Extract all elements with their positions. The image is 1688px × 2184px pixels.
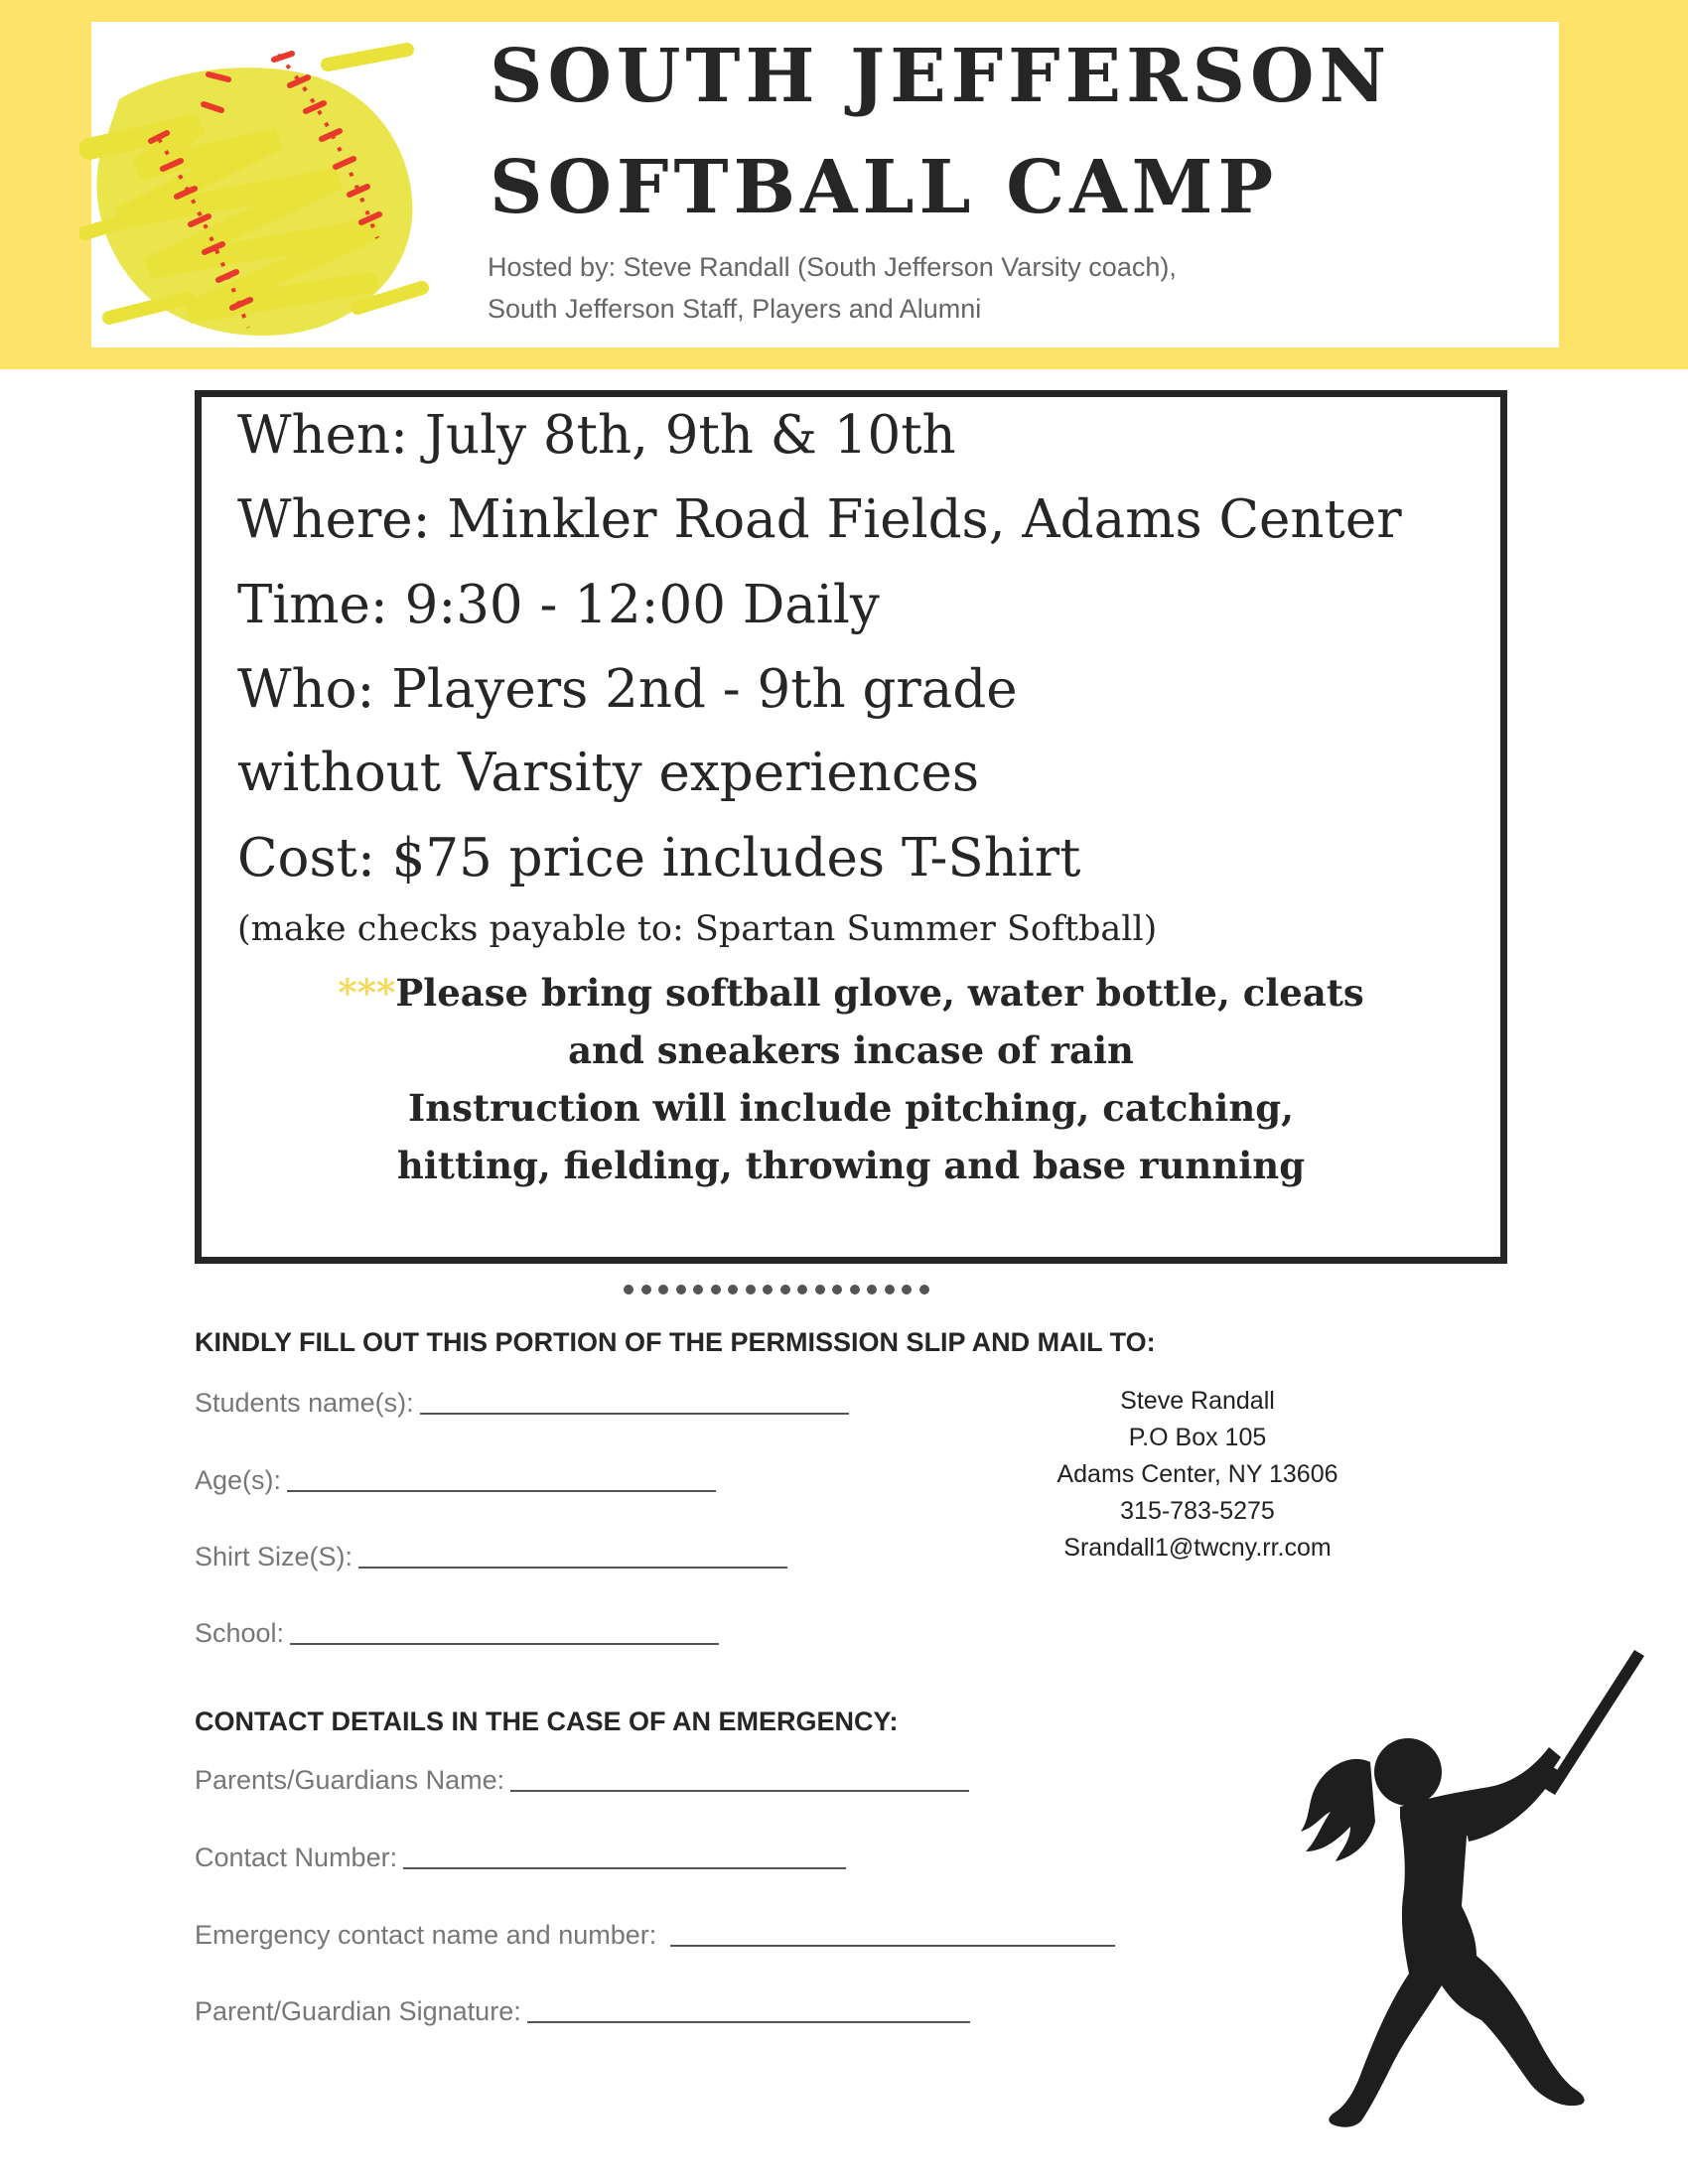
students-name-field[interactable] [195, 1390, 849, 1417]
permission-slip-heading: KINDLY FILL OUT THIS PORTION OF THE PERMISSION SLIP AND MAIL TO: [195, 1327, 1156, 1357]
bring-line1 [202, 971, 1500, 1015]
shirt-size-line[interactable] [358, 1566, 787, 1569]
shirt-size-label: Shirt Size(S): [195, 1542, 353, 1571]
hosted-by-line2: South Jefferson Staff, Players and Alumni [488, 294, 982, 324]
mail-phone: 315-783-5275 [1120, 1497, 1275, 1525]
divider-dot [693, 1285, 703, 1295]
contact-number-line[interactable] [403, 1866, 846, 1869]
mail-to-address [1009, 1383, 1386, 1567]
divider-dot [885, 1285, 895, 1295]
instruction-line1: Instruction will include pitching, catching, [407, 1086, 1295, 1130]
signature-label: Parent/Guardian Signature: [195, 1996, 521, 2026]
school-label: School: [195, 1618, 285, 1648]
where-text: Where: Minkler Road Fields, Adams Center [237, 489, 1402, 550]
divider-dot [815, 1285, 825, 1295]
contact-number-field[interactable] [195, 1844, 846, 1871]
time-text: Time: 9:30 - 12:00 Daily [237, 575, 880, 635]
divider-dot [832, 1285, 842, 1295]
divider-dot [780, 1285, 790, 1295]
camp-info-box [195, 390, 1507, 1264]
age-label: Age(s): [195, 1465, 282, 1495]
emergency-contact-heading: CONTACT DETAILS IN THE CASE OF AN EMERGENCY: [195, 1706, 899, 1736]
mail-city: Adams Center, NY 13606 [1056, 1460, 1338, 1488]
when-text: When: July 8th, 9th & 10th [237, 405, 956, 466]
dotted-divider [624, 1285, 929, 1295]
softball-batter-silhouette-icon [1291, 1648, 1648, 2164]
parents-name-line[interactable] [510, 1789, 969, 1792]
page-title-line1: SOUTH JEFFERSON [490, 34, 1392, 119]
bring-line1-text: Please bring softball glove, water bottle, cleats [395, 971, 1364, 1015]
stars-mark: *** [338, 971, 396, 1015]
students-name-label: Students name(s): [195, 1388, 414, 1418]
age-line[interactable] [287, 1489, 716, 1492]
divider-dot [624, 1285, 633, 1295]
parents-name-label: Parents/Guardians Name: [195, 1765, 505, 1795]
bring-line2: and sneakers incase of rain [568, 1028, 1134, 1072]
page-title-line2: SOFTBALL CAMP [490, 145, 1279, 230]
students-name-line[interactable] [420, 1412, 849, 1415]
signature-line[interactable] [527, 2020, 970, 2023]
divider-dot [797, 1285, 807, 1295]
who-continued-text: without Varsity experiences [237, 743, 980, 803]
checks-payable-text: (make checks payable to: Spartan Summer Softball) [237, 909, 1158, 949]
divider-dot [658, 1285, 668, 1295]
divider-dot [746, 1285, 756, 1295]
divider-dot [763, 1285, 773, 1295]
school-line[interactable] [290, 1642, 719, 1645]
mail-email: Srandall1@twcny.rr.com [1063, 1534, 1332, 1562]
shirt-size-field[interactable] [195, 1544, 787, 1570]
mail-name: Steve Randall [1120, 1387, 1275, 1415]
divider-dot [867, 1285, 877, 1295]
emergency-contact-label: Emergency contact name and number: [195, 1920, 657, 1950]
divider-dot [641, 1285, 651, 1295]
divider-dot [902, 1285, 912, 1295]
hosted-by-line1: Hosted by: Steve Randall (South Jefferson Varsity coach), [488, 252, 1177, 282]
emergency-contact-line[interactable] [670, 1944, 1115, 1947]
softball-logo-icon [79, 30, 437, 347]
emergency-contact-field[interactable] [195, 1922, 1115, 1949]
divider-dot [728, 1285, 738, 1295]
divider-dot [850, 1285, 860, 1295]
parents-name-field[interactable] [195, 1767, 969, 1794]
divider-dot [711, 1285, 721, 1295]
who-text: Who: Players 2nd - 9th grade [237, 659, 1018, 720]
contact-number-label: Contact Number: [195, 1843, 398, 1872]
age-field[interactable] [195, 1467, 716, 1494]
instruction-line2: hitting, fielding, throwing and base running [396, 1144, 1306, 1187]
signature-field[interactable] [195, 1998, 970, 2025]
divider-dot [919, 1285, 929, 1295]
school-field[interactable] [195, 1620, 719, 1647]
mail-box: P.O Box 105 [1128, 1424, 1267, 1451]
divider-dot [676, 1285, 686, 1295]
cost-text: Cost: $75 price includes T-Shirt [237, 828, 1081, 888]
